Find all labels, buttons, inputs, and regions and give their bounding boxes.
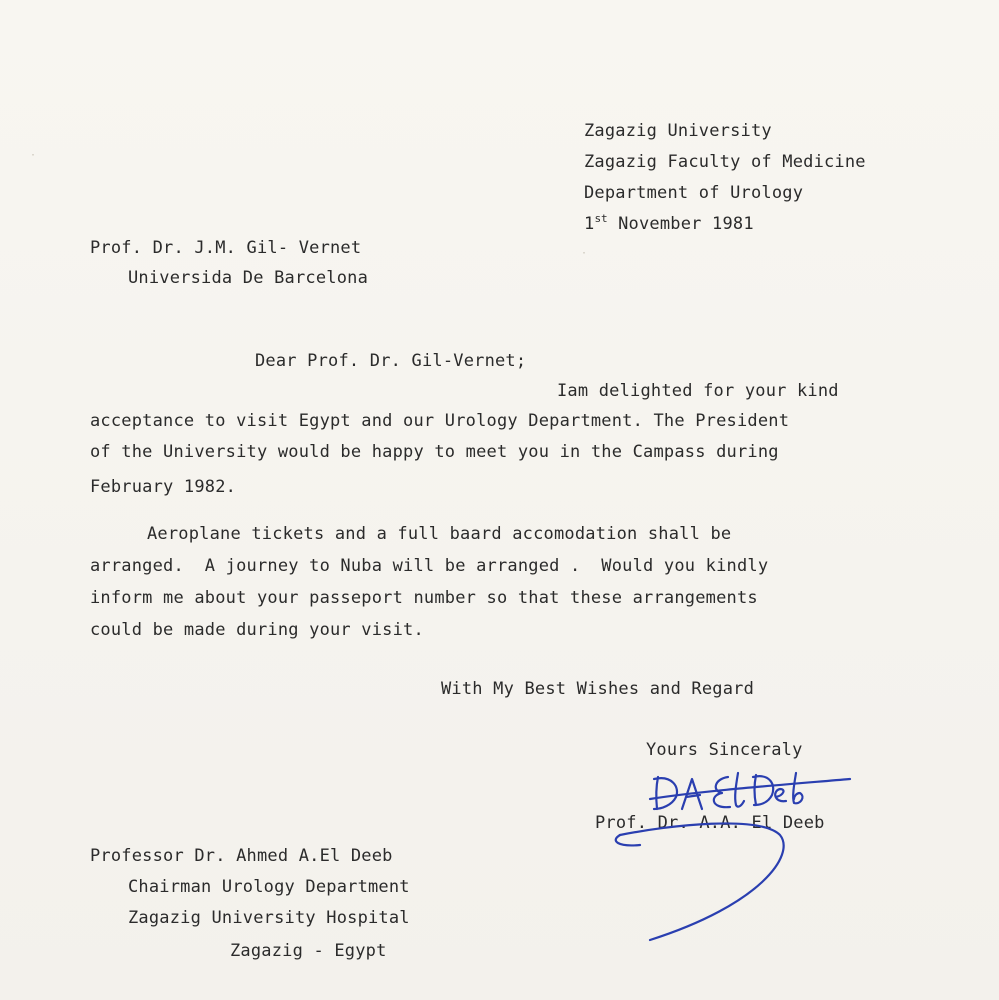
handwritten-signature bbox=[610, 765, 860, 950]
sender-location: Zagazig - Egypt bbox=[230, 941, 387, 961]
para1-line1: Iam delighted for your kind bbox=[557, 381, 839, 401]
closing-line: With My Best Wishes and Regard bbox=[441, 679, 755, 699]
signature-strokes bbox=[616, 773, 850, 940]
para1-line3: of the University would be happy to meet you in the Campass during bbox=[90, 442, 779, 462]
paper-speck: · bbox=[581, 248, 588, 259]
para2-line3: inform me about your passeport number so that these arrangements bbox=[90, 588, 758, 608]
para1-line2: acceptance to visit Egypt and our Urology Department. The President bbox=[90, 411, 790, 431]
sender-hospital: Zagazig University Hospital bbox=[128, 908, 410, 928]
header-faculty: Zagazig Faculty of Medicine bbox=[584, 152, 866, 172]
sender-title: Chairman Urology Department bbox=[128, 877, 410, 897]
salutation: Dear Prof. Dr. Gil-Vernet; bbox=[255, 351, 527, 371]
header-date bbox=[584, 214, 754, 236]
recipient-name: Prof. Dr. J.M. Gil- Vernet bbox=[90, 238, 362, 258]
header-department: Department of Urology bbox=[584, 183, 804, 203]
typed-signature-name: Prof. Dr. A.A. El Deeb bbox=[595, 813, 825, 833]
valediction: Yours Sinceraly bbox=[646, 740, 803, 760]
date-day: 1 bbox=[584, 214, 595, 234]
recipient-institution: Universida De Barcelona bbox=[128, 268, 369, 288]
paper-speck: · bbox=[30, 150, 37, 161]
header-university: Zagazig University bbox=[584, 121, 772, 141]
para2-line1: Aeroplane tickets and a full baard accomodation shall be bbox=[147, 524, 732, 544]
date-rest: November 1981 bbox=[607, 214, 754, 234]
para2-line2: arranged. A journey to Nuba will be arranged . Would you kindly bbox=[90, 556, 769, 576]
sender-name: Professor Dr. Ahmed A.El Deeb bbox=[90, 846, 393, 866]
date-suffix: st bbox=[594, 212, 608, 225]
para1-line4: February 1982. bbox=[90, 477, 237, 497]
para2-line4: could be made during your visit. bbox=[90, 620, 424, 640]
